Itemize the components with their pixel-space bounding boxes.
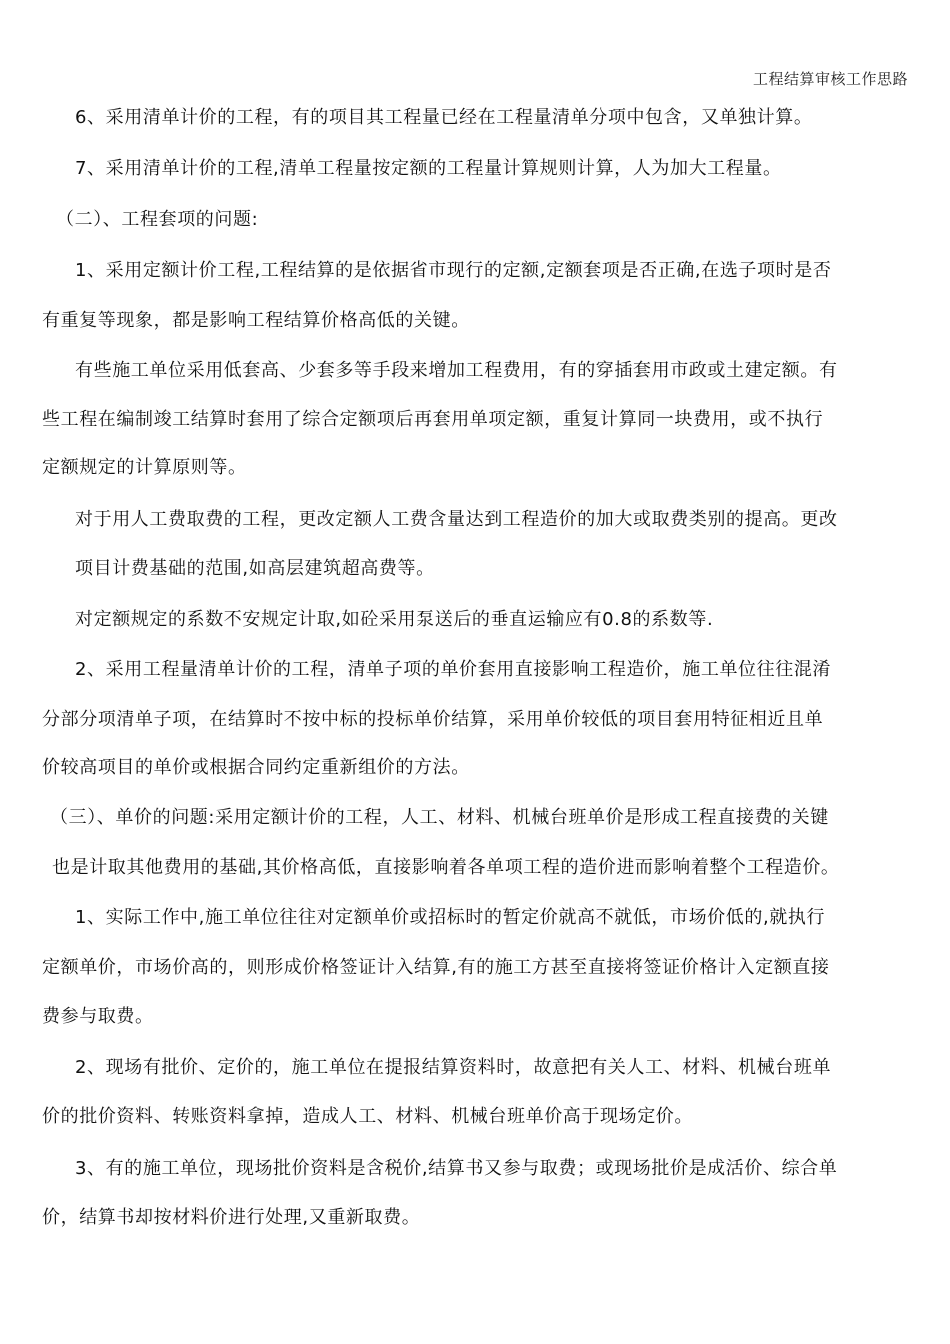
- text-line: 也是计取其他费用的基础,其价格高低，直接影响着各单项工程的造价进而影响着整个工程造价。: [52, 857, 840, 878]
- text-line: 费参与取费。: [42, 1006, 154, 1027]
- text-line: 价较高项目的单价或根据合同约定重新组价的方法。: [42, 757, 470, 778]
- text-line: 价，结算书却按材料价进行处理,又重新取费。: [42, 1207, 421, 1228]
- text-line: 分部分项清单子项，在结算时不按中标的投标单价结算，采用单价较低的项目套用特征相近且单: [42, 709, 824, 730]
- text-line: 价的批价资料、转账资料拿掉，造成人工、材料、机械台班单价高于现场定价。: [42, 1106, 693, 1127]
- text-line: 7、采用清单计价的工程,清单工程量按定额的工程量计算规则计算，人为加大工程量。: [75, 158, 782, 179]
- text-line: 定额规定的计算原则等。: [42, 457, 247, 478]
- text-line: 有重复等现象，都是影响工程结算价格高低的关键。: [42, 310, 470, 331]
- page-header-title: 工程结算审核工作思路: [752, 70, 908, 88]
- text-line: 6、采用清单计价的工程，有的项目其工程量已经在工程量清单分项中包含，又单独计算。: [75, 107, 813, 128]
- text-line: 些工程在编制竣工结算时套用了综合定额项后再套用单项定额，重复计算同一块费用，或不执行: [42, 409, 824, 430]
- text-line: 2、采用工程量清单计价的工程，清单子项的单价套用直接影响工程造价，施工单位往往混淆: [75, 659, 832, 680]
- text-line: 对定额规定的系数不安规定计取,如砼采用泵送后的垂直运输应有0.8的系数等.: [75, 609, 714, 630]
- text-line: 2、现场有批价、定价的，施工单位在提报结算资料时，故意把有关人工、材料、机械台班单: [75, 1057, 832, 1078]
- section-heading: （二）、工程套项的问题:: [56, 209, 259, 230]
- section-heading: （三）、单价的问题:采用定额计价的工程，人工、材料、机械台班单价是形成工程直接费的关键: [50, 807, 829, 828]
- text-line: 对于用人工费取费的工程，更改定额人工费含量达到工程造价的加大或取费类别的提高。更改: [75, 509, 838, 530]
- text-line: 1、实际工作中,施工单位往往对定额单价或招标时的暂定价就高不就低，市场价低的,就执行: [75, 907, 826, 928]
- text-line: 有些施工单位采用低套高、少套多等手段来增加工程费用，有的穿插套用市政或土建定额。有: [75, 360, 838, 381]
- text-line: 1、采用定额计价工程,工程结算的是依据省市现行的定额,定额套项是否正确,在选子项时是否: [75, 260, 832, 281]
- text-line: 3、有的施工单位，现场批价资料是含税价,结算书又参与取费；或现场批价是成活价、综合单: [75, 1158, 838, 1179]
- text-line: 定额单价，市场价高的，则形成价格签证计入结算,有的施工方甚至直接将签证价格计入定额直接: [42, 957, 830, 978]
- text-line: 项目计费基础的范围,如高层建筑超高费等。: [75, 558, 435, 579]
